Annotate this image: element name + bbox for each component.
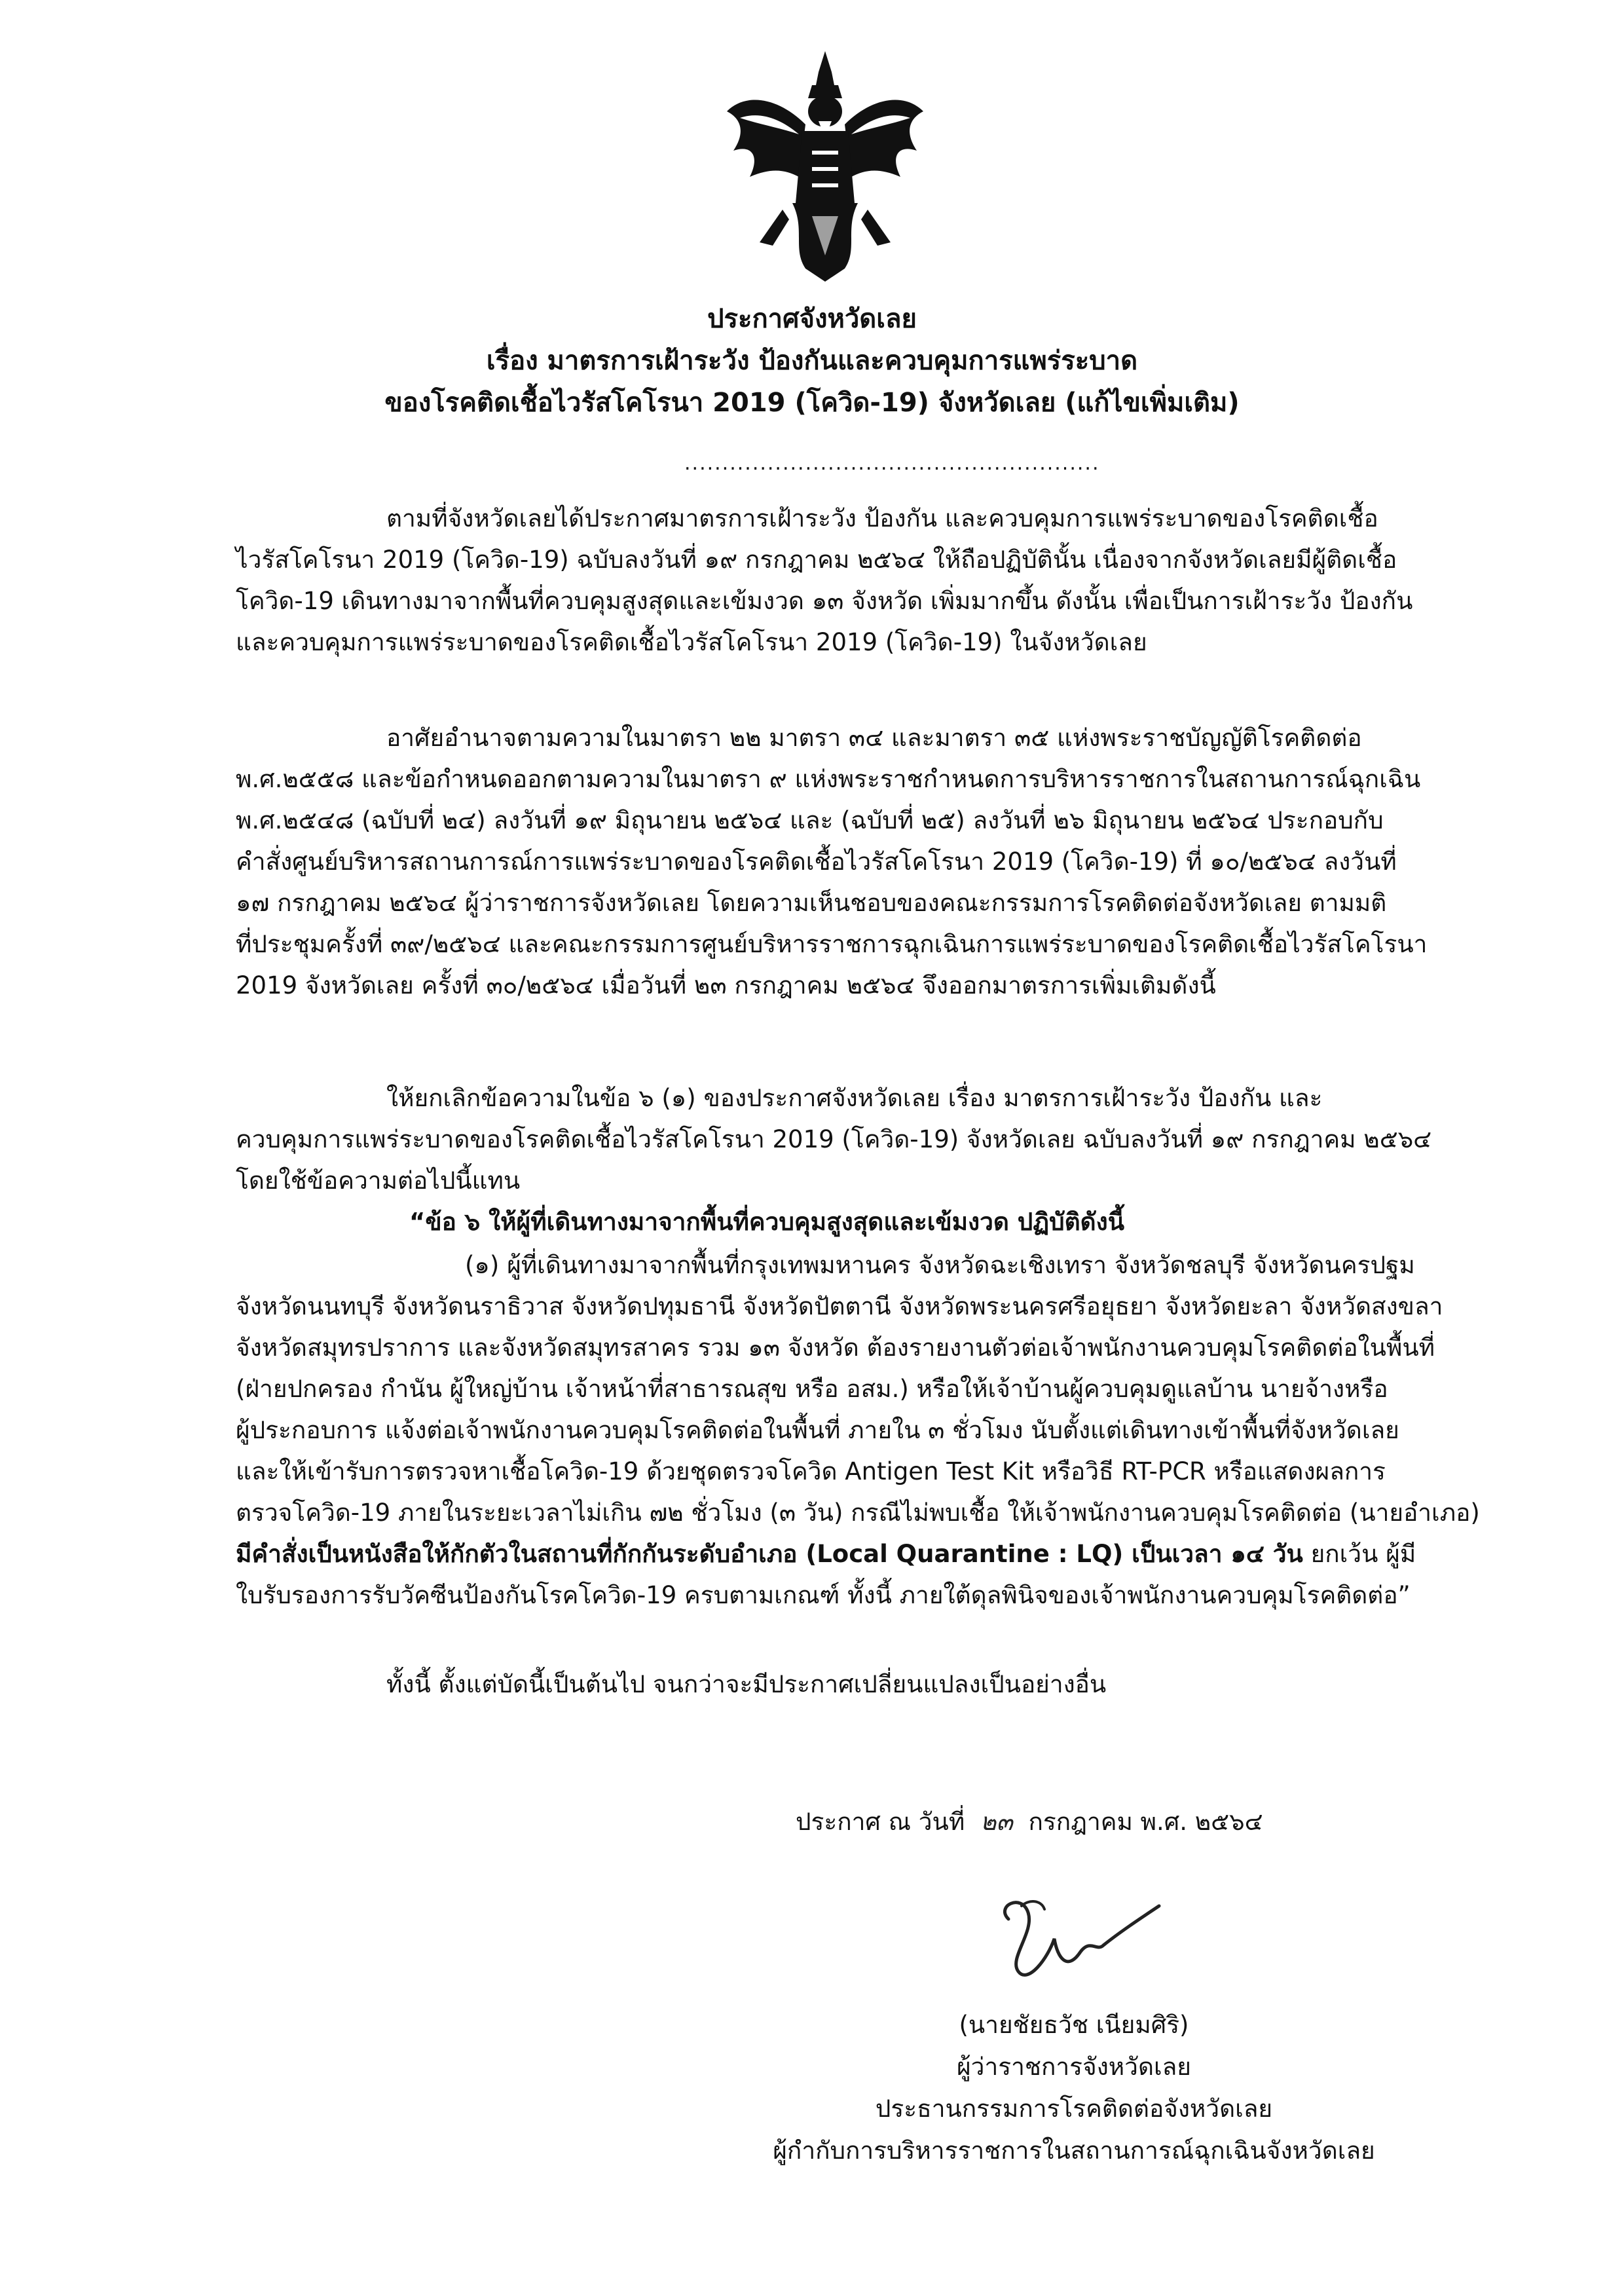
paragraph-line: ทั้งนี้ ตั้งแต่บัดนี้เป็นต้นไป จนกว่าจะมีประกาศเปลี่ยนแปลงเป็นอย่างอื่น: [386, 1670, 1107, 1698]
signer-position-1: ผู้ว่าราชการจังหวัดเลย: [957, 2053, 1191, 2081]
paragraph-line: ควบคุมการแพร่ระบาดของโรคติดเชื้อไวรัสโคโรนา 2019 (โควิด-19) จังหวัดเลย ฉบับลงวันที่ ๑๙ กรกฎาคม ๒๕๖๔: [236, 1125, 1432, 1153]
paragraph-line: และควบคุมการแพร่ระบาดของโรคติดเชื้อไวรัสโคโรนา 2019 (โควิด-19) ในจังหวัดเลย: [236, 628, 1147, 656]
paragraph-line: จังหวัดสมุทรปราการ และจังหวัดสมุทรสาคร รวม ๑๓ จังหวัด ต้องรายงานตัวต่อเจ้าพนักงานควบคุมโรคติดต่อในพื้นที่: [236, 1334, 1435, 1362]
paragraph-line: ตามที่จังหวัดเลยได้ประกาศมาตรการเฝ้าระวัง ป้องกัน และควบคุมการแพร่ระบาดของโรคติดเชื้อ: [386, 504, 1378, 532]
paragraph-2: [236, 717, 1428, 1006]
paragraph-line: ตรวจโควิด-19 ภายในระยะเวลาไม่เกิน ๗๒ ชั่วโมง (๓ วัน) กรณีไม่พบเชื้อ ให้เจ้าพนักงานควบคุมโรคติดต่อ (นายอำเภอ): [236, 1499, 1480, 1527]
paragraph-1: [236, 498, 1413, 663]
announcement-date: [796, 1801, 1263, 1842]
paragraph-line: (๑) ผู้ที่เดินทางมาจากพื้นที่กรุงเทพมหานคร จังหวัดฉะเชิงเทรา จังหวัดชลบุรี จังหวัดนครปฐม: [465, 1251, 1415, 1279]
paragraph-line: พ.ศ.๒๕๕๘ และข้อกำหนดออกตามความในมาตรา ๙ แห่งพระราชกำหนดการบริหารราชการในสถานการณ์ฉุกเฉิน: [236, 765, 1421, 793]
paragraph-line: ไวรัสโคโรนา 2019 (โควิด-19) ฉบับลงวันที่ ๑๙ กรกฎาคม ๒๕๖๔ ให้ถือปฏิบัตินั้น เนื่องจากจังหวัดเลยมีผู้ติดเชื้อ: [236, 546, 1397, 574]
paragraph-line: อาศัยอำนาจตามความในมาตรา ๒๒ มาตรา ๓๔ และมาตรา ๓๕ แห่งพระราชบัญญัติโรคติดต่อ: [386, 724, 1362, 752]
handwritten-signature: [982, 1880, 1179, 1991]
paragraph-line-bold: [236, 1533, 1416, 1575]
date-prefix: ประกาศ ณ วันที่: [796, 1808, 965, 1836]
paragraph-3: [236, 1077, 1432, 1242]
subject-line-2: ของโรคติดเชื้อไวรัสโคโรนา 2019 (โควิด-19) จังหวัดเลย (แก้ไขเพิ่มเติม): [384, 388, 1240, 418]
paragraph-line: จังหวัดนนทบุรี จังหวัดนราธิวาส จังหวัดปทุมธานี จังหวัดปัตตานี จังหวัดพระนครศรีอยุธยา จังหวัดยะลา จังหวัดสงขลา: [236, 1292, 1443, 1320]
paragraph-5: [236, 1664, 1388, 1705]
separator-dots: .......................................................: [684, 452, 1100, 475]
paragraph-line: ให้ยกเลิกข้อความในข้อ ๖ (๑) ของประกาศจังหวัดเลย เรื่อง มาตรการเฝ้าระวัง ป้องกัน และ: [386, 1084, 1323, 1112]
signer-position-2: ประธานกรรมการโรคติดต่อจังหวัดเลย: [875, 2095, 1273, 2123]
paragraph-line: โดยใช้ข้อความต่อไปนี้แทน: [236, 1166, 521, 1195]
announcement-title: ประกาศจังหวัดเลย: [707, 304, 917, 334]
date-day-handwritten: ๒๓: [980, 1808, 1013, 1836]
paragraph-line: ๑๗ กรกฎาคม ๒๕๖๔ ผู้ว่าราชการจังหวัดเลย โดยความเห็นชอบของคณะกรรมการโรคติดต่อจังหวัดเลย ตามมติ: [236, 889, 1387, 917]
title-block: [0, 298, 1624, 424]
quarantine-bold-text: มีคำสั่งเป็นหนังสือให้กักตัวในสถานที่กักกันระดับอำเภอ (Local Quarantine : LQ) เป็นเวลา ๑๔ วัน: [236, 1540, 1303, 1568]
paragraph-line: 2019 จังหวัดเลย ครั้งที่ ๓๐/๒๕๖๔ เมื่อวันที่ ๒๓ กรกฎาคม ๒๕๖๔ จึงออกมาตรการเพิ่มเติมดังนี้: [236, 971, 1216, 999]
paragraph-line: ที่ประชุมครั้งที่ ๓๙/๒๕๖๔ และคณะกรรมการศูนย์บริหารราชการฉุกเฉินการแพร่ระบาดของโรคติดเชื้อไวรัสโคโรนา: [236, 930, 1428, 958]
paragraph-4: [236, 1244, 1480, 1616]
paragraph-line: คำสั่งศูนย์บริหารสถานการณ์การแพร่ระบาดของโรคติดเชื้อไวรัสโคโรนา 2019 (โควิด-19) ที่ ๑๐/๒๕๖๔ ลงวันที่: [236, 848, 1397, 876]
paragraph-line: โควิด-19 เดินทางมาจากพื้นที่ควบคุมสูงสุดและเข้มงวด ๑๓ จังหวัด เพิ่มมากขึ้น ดังนั้น เพื่อเป็นการเฝ้าระวัง ป้องกัน: [236, 587, 1413, 615]
signer-position-3: ผู้กำกับการบริหารราชการในสถานการณ์ฉุกเฉินจังหวัดเลย: [773, 2136, 1375, 2165]
quote-heading: “ข้อ ๖ ให้ผู้ที่เดินทางมาจากพื้นที่ควบคุมสูงสุดและเข้มงวด ปฏิบัติดังนี้: [409, 1208, 1125, 1236]
garuda-emblem-icon: [720, 46, 930, 288]
paragraph-line: ใบรับรองการรับวัคซีนป้องกันโรคโควิด-19 ครบตามเกณฑ์ ทั้งนี้ ภายใต้ดุลพินิจของเจ้าพนักงานควบคุมโรคติดต่อ”: [236, 1581, 1411, 1609]
paragraph-line: และให้เข้ารับการตรวจหาเชื้อโควิด-19 ด้วยชุดตรวจโควิด Antigen Test Kit หรือวิธี RT-PCR หรือแสดงผลการ: [236, 1457, 1386, 1485]
paragraph-line: พ.ศ.๒๕๔๘ (ฉบับที่ ๒๔) ลงวันที่ ๑๙ มิถุนายน ๒๕๖๔ และ (ฉบับที่ ๒๕) ลงวันที่ ๒๖ มิถุนายน ๒๕๖๔ ประกอบกับ: [236, 806, 1384, 834]
date-month-year: กรกฎาคม พ.ศ. ๒๕๖๔: [1028, 1808, 1263, 1836]
signer-name: (นายชัยธวัช เนียมศิริ): [959, 2011, 1189, 2039]
signature-block: [720, 2004, 1428, 2172]
paragraph-line: (ฝ่ายปกครอง กำนัน ผู้ใหญ่บ้าน เจ้าหน้าที่สาธารณสุข หรือ อสม.) หรือให้เจ้าบ้านผู้ควบคุมดูแลบ้าน นายจ้างหรือ: [236, 1375, 1388, 1403]
exception-text: ยกเว้น ผู้มี: [1302, 1540, 1416, 1568]
paragraph-line: ผู้ประกอบการ แจ้งต่อเจ้าพนักงานควบคุมโรคติดต่อในพื้นที่ ภายใน ๓ ชั่วโมง นับตั้งแต่เดินทางเข้าพื้นที่จังหวัดเลย: [236, 1416, 1399, 1444]
subject-line-1: เรื่อง มาตรการเฝ้าระวัง ป้องกันและควบคุมการแพร่ระบาด: [486, 346, 1138, 376]
